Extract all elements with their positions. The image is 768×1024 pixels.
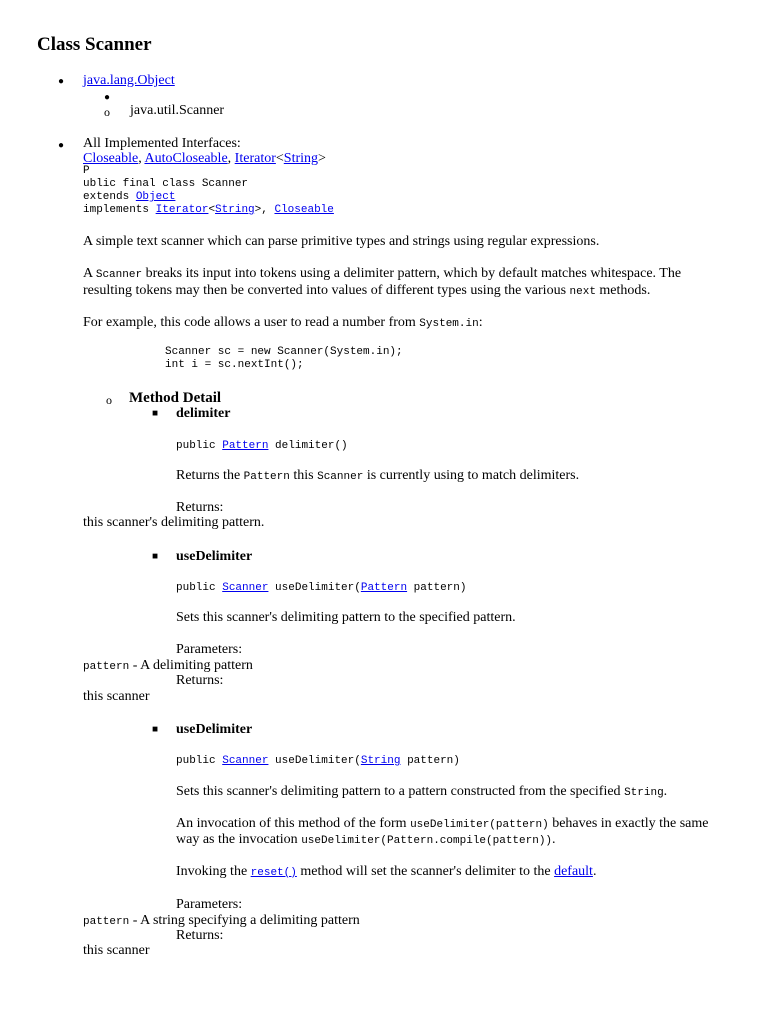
- text: this: [289, 468, 318, 483]
- method-description-usedelimiter-pattern: Sets this scanner's delimiting pattern to the specified pattern.: [176, 610, 516, 625]
- text: - A delimiting pattern: [129, 658, 253, 673]
- text: .: [592, 864, 597, 879]
- text: pattern): [400, 755, 460, 767]
- pattern-link[interactable]: Pattern: [222, 440, 269, 452]
- returns-label: Returns:: [176, 673, 224, 688]
- text: A: [83, 266, 96, 281]
- implements-keyword: implements: [83, 204, 156, 216]
- code-pattern: Pattern: [243, 471, 290, 483]
- code-pattern: pattern: [83, 661, 130, 673]
- separator: ,: [138, 151, 145, 166]
- separator: ,: [227, 151, 235, 166]
- method-signature-usedelimiter-pattern: [176, 580, 467, 596]
- code-string: String: [624, 787, 664, 799]
- scanner-class-name: java.util.Scanner: [130, 103, 225, 118]
- parameter-description: [83, 658, 253, 675]
- circle-bullet-icon: o: [104, 105, 110, 119]
- angle-close: >: [318, 151, 326, 166]
- extends-object-link[interactable]: Object: [135, 191, 176, 203]
- description-paragraph-1: A simple text scanner which can parse primitive types and strings using regular expressions.: [83, 234, 600, 249]
- text: .: [663, 784, 668, 799]
- parameters-label: Parameters:: [176, 897, 243, 912]
- method-name-usedelimiter: useDelimiter: [176, 722, 253, 737]
- description-paragraph-2-line-1: [83, 266, 681, 283]
- text: way as the invocation: [176, 832, 302, 847]
- interfaces-list: [83, 151, 326, 167]
- text: methods.: [595, 283, 651, 298]
- square-bullet-icon: ■: [152, 551, 159, 562]
- angle-open: <: [208, 204, 216, 216]
- declaration-line-1: P: [83, 165, 90, 177]
- text: .: [552, 832, 556, 847]
- text: :: [478, 315, 483, 330]
- code-usedelimiter: useDelimiter(pattern): [410, 819, 549, 831]
- text: method will set the scanner's delimiter to the: [296, 864, 555, 879]
- text: delimiter(): [268, 440, 348, 452]
- text: public: [176, 440, 223, 452]
- code-example-line-1: Scanner sc = new Scanner(System.in);: [165, 346, 403, 358]
- iterator-link[interactable]: Iterator: [234, 151, 276, 166]
- text: Invoking the: [176, 864, 251, 879]
- code-pattern: pattern: [83, 916, 130, 928]
- text: - A string specifying a delimiting pattern: [129, 913, 360, 928]
- invocation-line-2: [176, 832, 556, 849]
- string-link[interactable]: String: [283, 151, 319, 166]
- bullet-icon: ●: [104, 92, 111, 103]
- text: public: [176, 755, 223, 767]
- code-scanner: Scanner: [317, 471, 364, 483]
- text: useDelimiter(: [268, 582, 361, 594]
- circle-bullet-icon: o: [106, 393, 112, 407]
- implements-closeable-link[interactable]: Closeable: [274, 204, 334, 216]
- bullet-icon: ●: [58, 140, 65, 151]
- text: resulting tokens may then be converted into values of different types using the various: [83, 283, 570, 298]
- angle-open: <: [275, 151, 284, 166]
- declaration-implements: [83, 204, 334, 217]
- returns-value: this scanner's delimiting pattern.: [83, 515, 265, 530]
- method-name-delimiter: delimiter: [176, 406, 231, 421]
- reset-link[interactable]: reset(): [250, 867, 297, 879]
- declaration-line-2: ublic final class Scanner: [83, 178, 249, 190]
- method-name-usedelimiter: useDelimiter: [176, 549, 253, 564]
- code-system-in: System.in: [419, 318, 479, 330]
- default-link[interactable]: default: [554, 864, 593, 879]
- scanner-link[interactable]: Scanner: [222, 582, 269, 594]
- method-signature-delimiter: [176, 438, 348, 454]
- extends-keyword: extends: [83, 191, 136, 203]
- invocation-line-1: [176, 816, 708, 833]
- page-title: Class Scanner: [37, 34, 152, 55]
- returns-value: this scanner: [83, 943, 150, 958]
- description-paragraph-3: [83, 315, 483, 332]
- text: Returns the: [176, 468, 244, 483]
- returns-value: this scanner: [83, 689, 150, 704]
- scanner-link[interactable]: Scanner: [222, 755, 269, 767]
- method-detail-heading: Method Detail: [129, 390, 222, 406]
- code-scanner: Scanner: [95, 269, 143, 281]
- method-signature-usedelimiter-string: [176, 753, 460, 769]
- text: is currently using to match delimiters.: [363, 468, 580, 483]
- text: breaks its input into tokens using a delimiter pattern, which by default matches whitespace. The: [142, 266, 682, 281]
- description-paragraph-2-line-2: [83, 283, 650, 300]
- text: useDelimiter(: [268, 755, 361, 767]
- text: public: [176, 582, 223, 594]
- object-link[interactable]: java.lang.Object: [83, 73, 175, 88]
- implements-string-link[interactable]: String: [215, 204, 255, 216]
- square-bullet-icon: ■: [152, 724, 159, 735]
- string-link[interactable]: String: [360, 755, 401, 767]
- autocloseable-link[interactable]: AutoCloseable: [144, 151, 228, 166]
- square-bullet-icon: ■: [152, 408, 159, 419]
- returns-label: Returns:: [176, 500, 224, 515]
- reset-note: [176, 864, 596, 881]
- interfaces-heading: All Implemented Interfaces:: [83, 136, 241, 151]
- method-description-usedelimiter-string: [176, 784, 667, 801]
- separator: ,: [261, 204, 275, 216]
- declaration-extends: [83, 191, 175, 204]
- method-description-delimiter: [176, 468, 579, 485]
- implements-iterator-link[interactable]: Iterator: [155, 204, 209, 216]
- text: An invocation of this method of the form: [176, 816, 411, 831]
- parameters-label: Parameters:: [176, 642, 243, 657]
- text: For example, this code allows a user to read a number from: [83, 315, 420, 330]
- returns-label: Returns:: [176, 928, 224, 943]
- code-example-line-2: int i = sc.nextInt();: [165, 359, 304, 371]
- closeable-link[interactable]: Closeable: [83, 151, 139, 166]
- code-usedelimiter-compile: useDelimiter(Pattern.compile(pattern)): [301, 835, 553, 847]
- bullet-icon: ●: [58, 76, 65, 87]
- pattern-link[interactable]: Pattern: [360, 582, 408, 594]
- text: behaves in exactly the same: [548, 816, 709, 831]
- text: Sets this scanner's delimiting pattern to a pattern constructed from the specified: [176, 784, 625, 799]
- angle-close: >: [254, 204, 262, 216]
- code-next: next: [569, 286, 596, 298]
- text: pattern): [407, 582, 467, 594]
